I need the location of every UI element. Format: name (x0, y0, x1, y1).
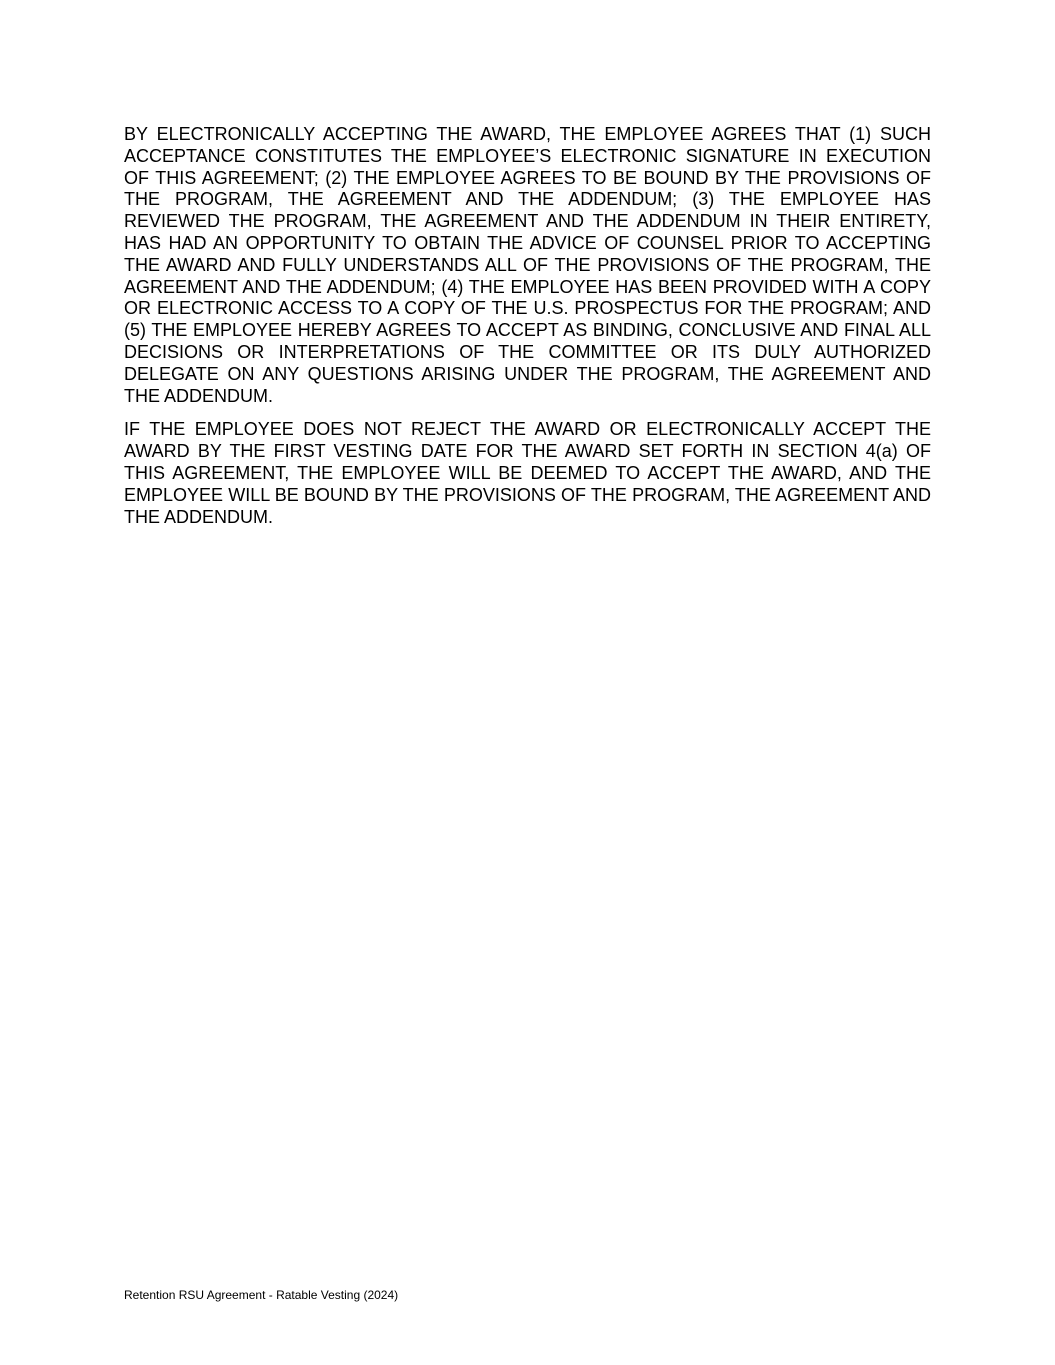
document-body (124, 124, 931, 528)
page-footer: Retention RSU Agreement - Ratable Vesting (2024) (124, 1288, 399, 1302)
acceptance-paragraph: BY ELECTRONICALLY ACCEPTING THE AWARD, THE EMPLOYEE AGREES THAT (1) SUCH ACCEPTANCE CONSTITUTES THE EMPLOYEE’S ELECTRONIC SIGNATURE IN EXECUTION OF THIS AGREEMENT; (2) THE EMPLOYEE AGREES TO BE BOUND BY THE PROVISIONS OF THE PROGRAM, THE AGREEMENT AND THE ADDENDUM; (3) THE EMPLOYEE HAS REVIEWED THE PROGRAM, THE AGREEMENT AND THE ADDENDUM IN THEIR ENTIRETY, HAS HAD AN OPPORTUNITY TO OBTAIN THE ADVICE OF COUNSEL PRIOR TO ACCEPTING THE AWARD AND FULLY UNDERSTANDS ALL OF THE PROVISIONS OF THE PROGRAM, THE AGREEMENT AND THE ADDENDUM; (4) THE EMPLOYEE HAS BEEN PROVIDED WITH A COPY OR ELECTRONIC ACCESS TO A COPY OF THE U.S. PROSPECTUS FOR THE PROGRAM; AND (5) THE EMPLOYEE HEREBY AGREES TO ACCEPT AS BINDING, CONCLUSIVE AND FINAL ALL DECISIONS OR INTERPRETATIONS OF THE COMMITTEE OR ITS DULY AUTHORIZED DELEGATE ON ANY QUESTIONS ARISING UNDER THE PROGRAM, THE AGREEMENT AND THE ADDENDUM. (124, 124, 931, 406)
deemed-acceptance-paragraph: IF THE EMPLOYEE DOES NOT REJECT THE AWARD OR ELECTRONICALLY ACCEPT THE AWARD BY THE FIRST VESTING DATE FOR THE AWARD SET FORTH IN SECTION 4(a) OF THIS AGREEMENT, THE EMPLOYEE WILL BE DEEMED TO ACCEPT THE AWARD, AND THE EMPLOYEE WILL BE BOUND BY THE PROVISIONS OF THE PROGRAM, THE AGREEMENT AND THE ADDENDUM. (124, 419, 931, 527)
